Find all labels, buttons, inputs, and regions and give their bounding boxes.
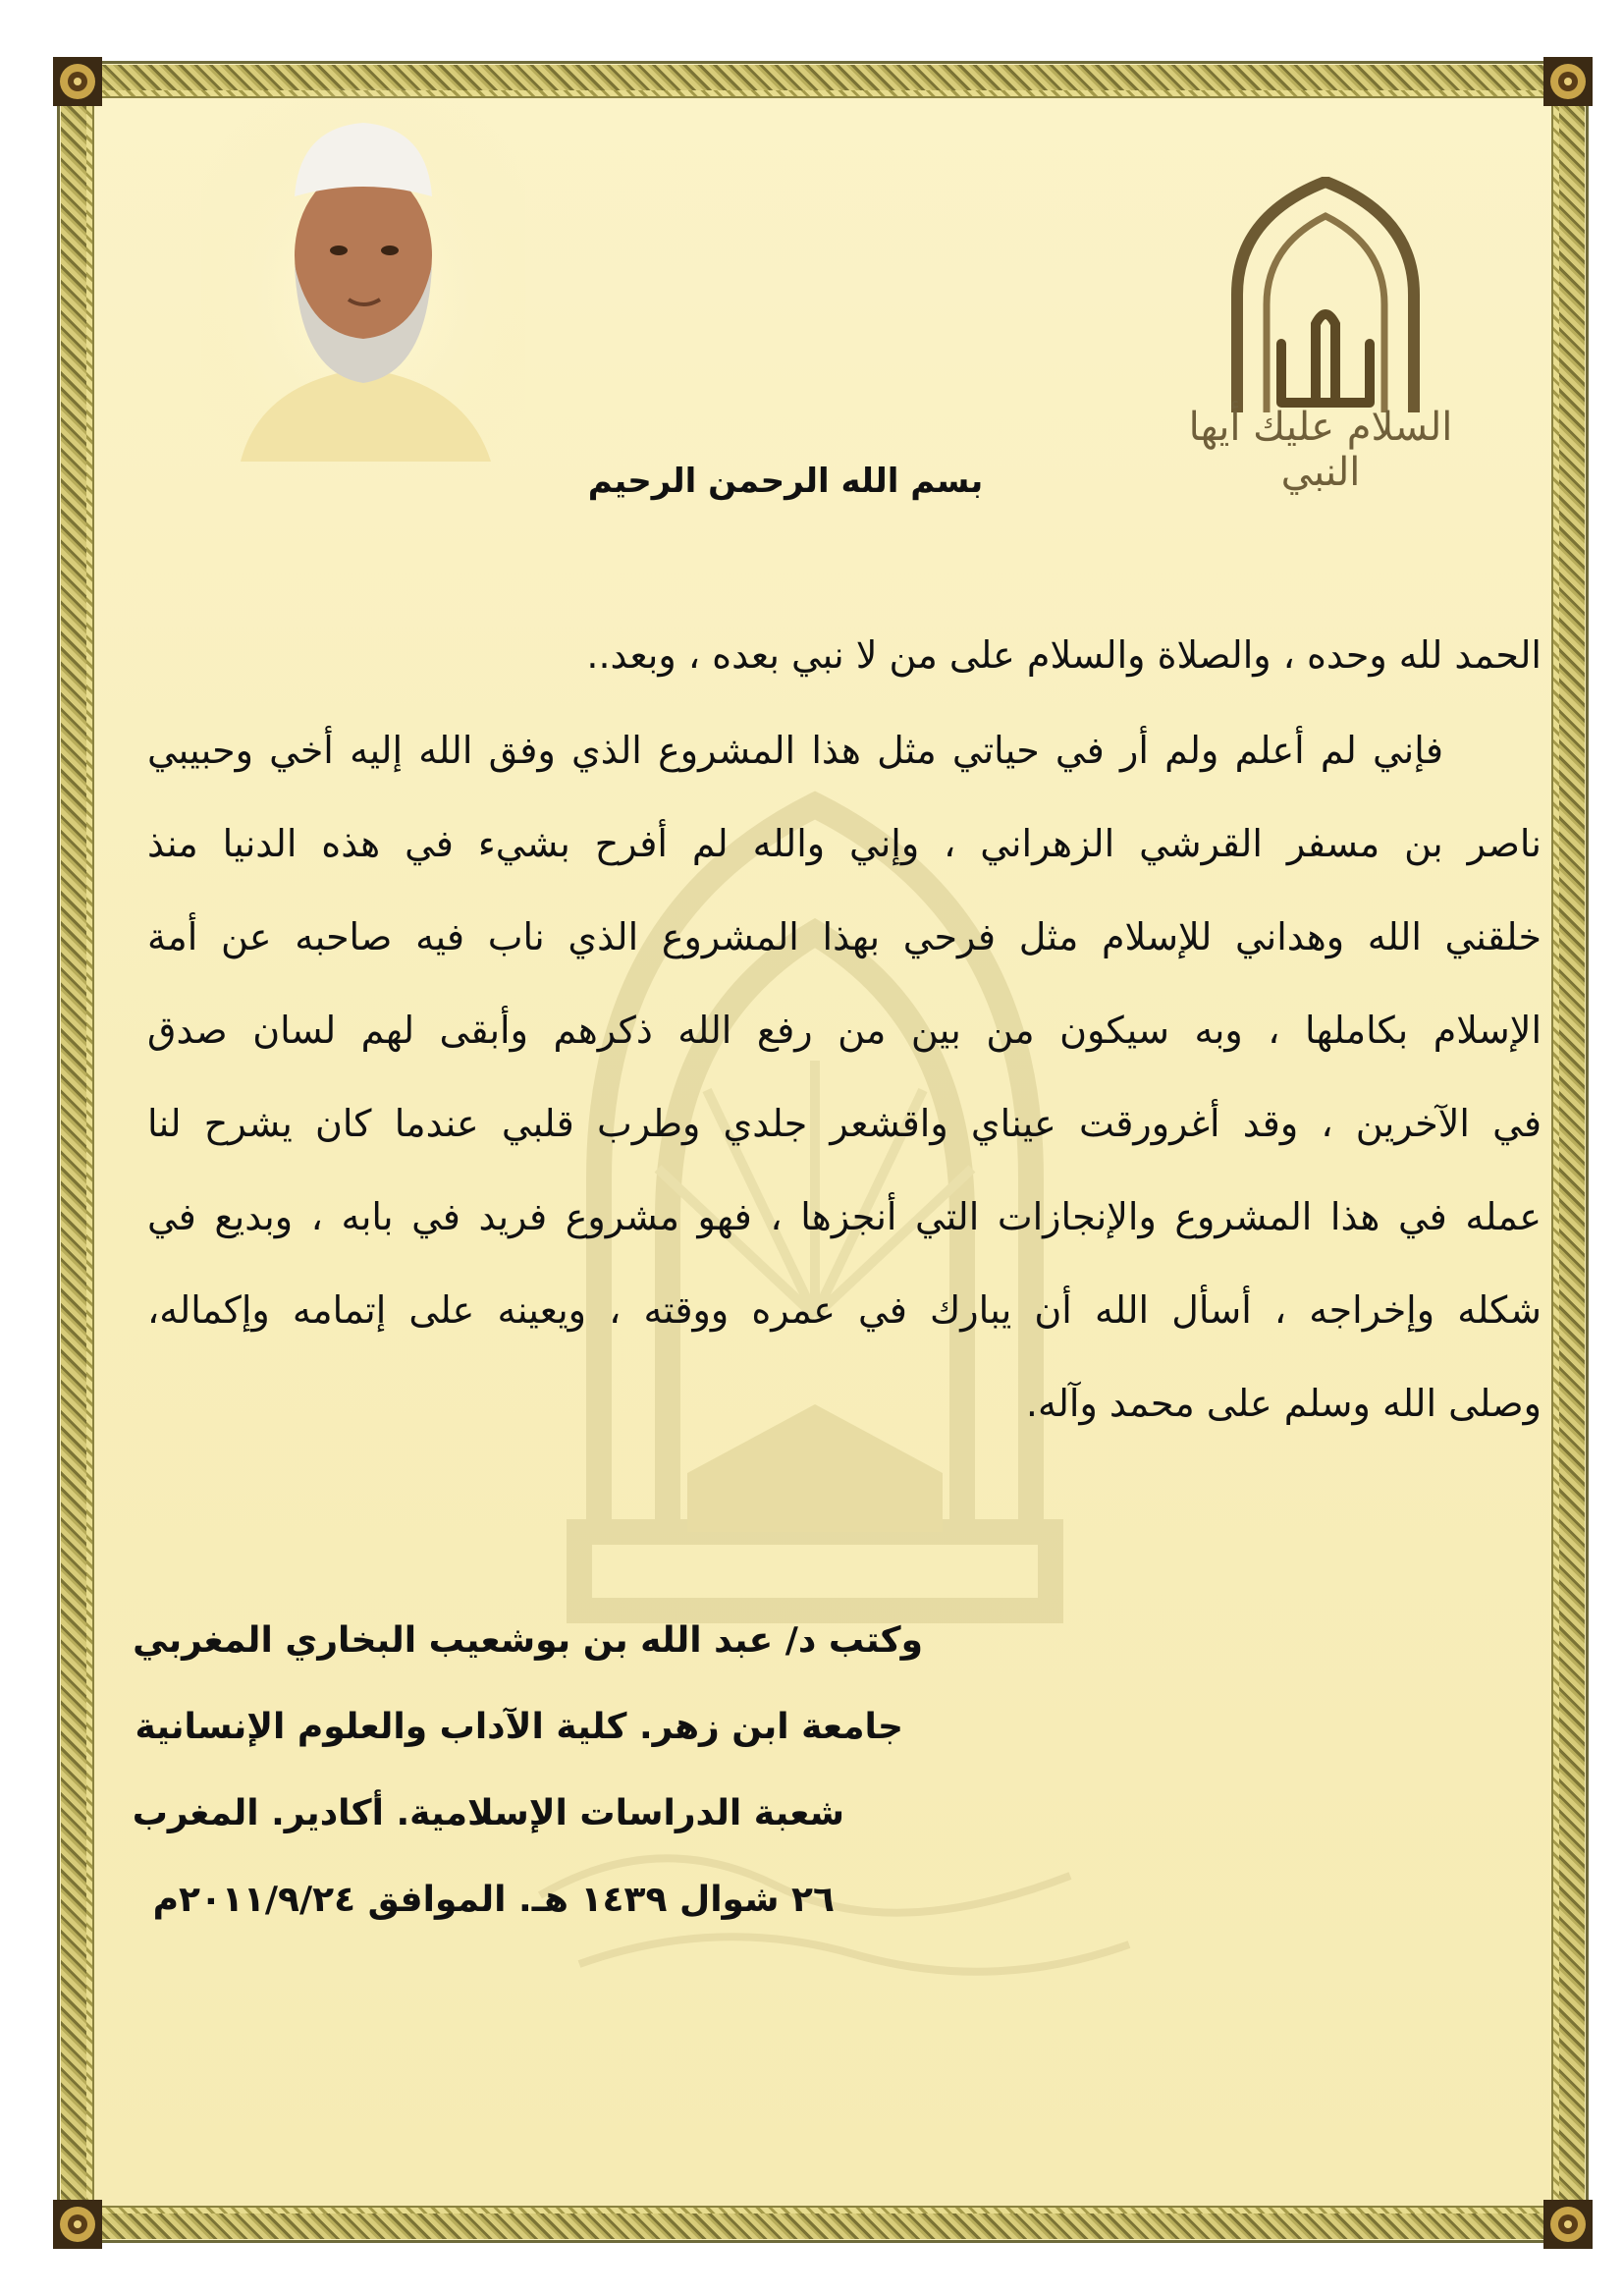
letter-line: فإني لم أعلم ولم أر في حياتي مثل هذا المشروع الذي وفق الله إليه أخي وحبيبي [147, 729, 1443, 772]
signature-department: شعبة الدراسات الإسلامية. أكادير. المغرب [132, 1793, 844, 1833]
signature-date: ٢٦ شوال ١٤٣٩ هـ. الموافق ٢٠١١/٩/٢٤م [152, 1880, 835, 1920]
logo-caption: السلام عليك أيها النبي [1188, 405, 1453, 495]
author-portrait [201, 88, 525, 462]
letter-line: خلقني الله وهداني للإسلام مثل فرحي بهذا المشروع الذي ناب فيه صاحبه عن أمة [147, 915, 1542, 958]
letter-line: ناصر بن مسفر القرشي الزهراني ، وإني والله لم أفرح بشيء في هذه الدنيا منذ [147, 822, 1542, 865]
letter-line: وصلى الله وسلم على محمد وآله. [1025, 1382, 1542, 1425]
corner-ornament-icon [1542, 55, 1595, 108]
corner-ornament-icon [51, 2198, 104, 2251]
signature-university: جامعة ابن زهر. كلية الآداب والعلوم الإنسانية [135, 1707, 903, 1747]
letter-line: شكله وإخراجه ، أسأل الله أن يبارك في عمره ووقته ، ويعينه على إتمامه وإكماله، [147, 1288, 1542, 1332]
corner-ornament-icon [51, 55, 104, 108]
letter-line: الإسلام بكاملها ، وبه سيكون من بين من رفع الله ذكرهم وأبقى لهم لسان صدق [147, 1009, 1542, 1052]
basmala-heading: بسم الله الرحمن الرحيم [587, 462, 984, 501]
letter-line: عمله في هذا المشروع والإنجازات التي أنجزها ، فهو مشروع فريد في بابه ، وبديع في [147, 1195, 1542, 1238]
corner-ornament-icon [1542, 2198, 1595, 2251]
signature-author: وكتب د/ عبد الله بن بوشعيب البخاري المغربي [133, 1620, 923, 1661]
letter-line: في الآخرين ، وقد أغرورقت عيناي واقشعر جلدي وطرب قلبي عندما كان يشرح لنا [147, 1102, 1542, 1145]
letter-line: الحمد لله وحده ، والصلاة والسلام على من لا نبي بعده ، وبعد.. [586, 633, 1542, 677]
